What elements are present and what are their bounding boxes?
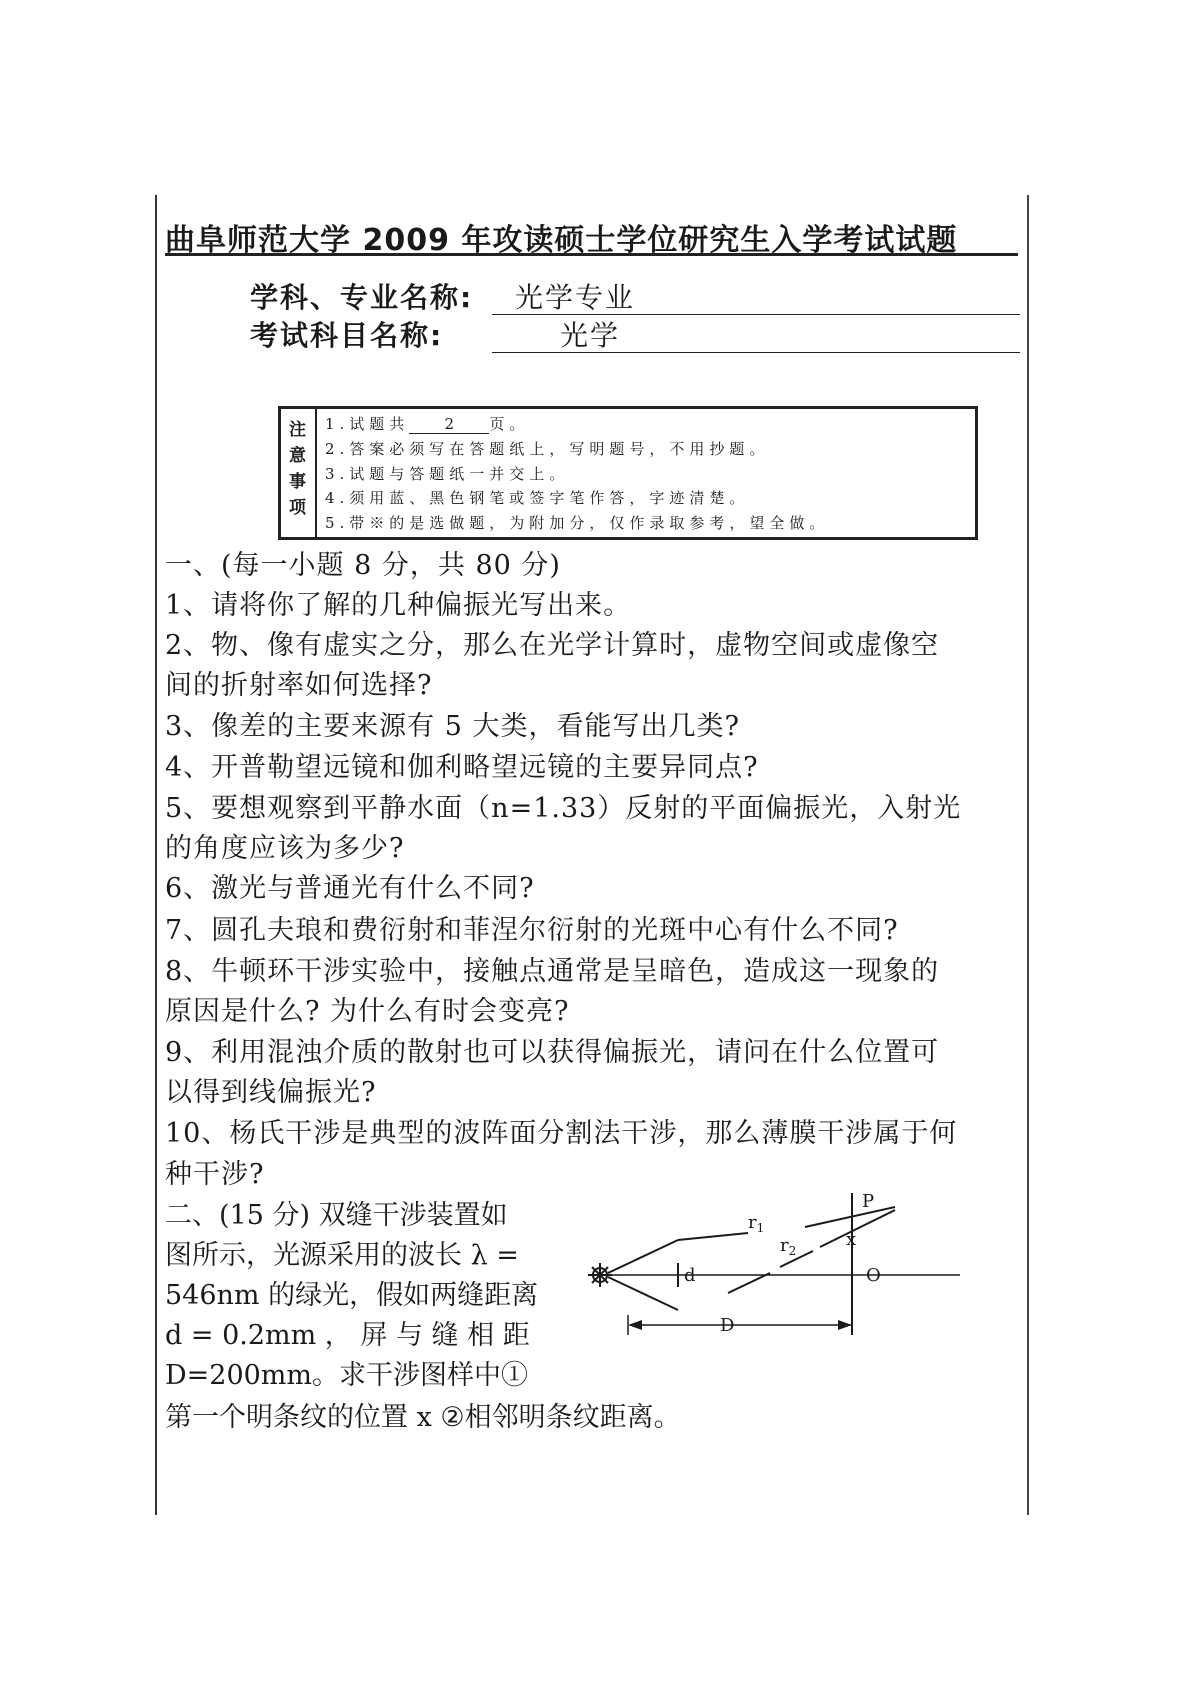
question-line: 4、开普勒望远镜和伽利略望远镜的主要异同点? [165,752,759,783]
notice-item: 5.带※的是选做题，为附加分，仅作录取参考，望全做。 [325,514,830,532]
notice-heading [281,409,317,537]
subject-underline [492,352,1020,353]
subject-value: 光学 [560,319,621,352]
notice-char: 项 [289,498,306,518]
question-line: 间的折射率如何选择? [165,670,433,701]
notice-item: 3.试题与答题纸一并交上。 [325,465,570,483]
page-title: 曲阜师范大学 2009 年攻读硕士学位研究生入学考试试题 [165,223,958,258]
notice-char: 意 [289,446,306,466]
label-d: d [684,1265,696,1286]
notice-item-suffix: 页。 [489,415,530,433]
notice-item: 4.须用蓝、黑色钢笔或签字笔作答，字迹清楚。 [325,489,750,507]
question-line: 3、像差的主要来源有 5 大类，看能写出几类? [165,711,740,742]
question-line: 8、牛顿环干涉实验中，接触点通常是呈暗色，造成这一现象的 [165,956,940,987]
major-label: 学科、专业名称: [250,281,474,314]
question-line: 9、利用混浊介质的散射也可以获得偏振光，请问在什么位置可 [165,1037,940,1068]
distance-arrow-head-right [838,1320,852,1330]
label-O: O [866,1265,881,1286]
question2-line: d = 0.2mm ， 屏 与 缝 相 距 [165,1320,530,1351]
question2-line: 546nm 的绿光，假如两缝距离 [165,1280,539,1311]
ray-r1-part1 [678,1233,748,1240]
ray-r2-part1 [728,1273,770,1293]
question-line: 以得到线偏振光? [165,1077,377,1108]
label-r1: $r_1$ [748,1212,765,1235]
notice-char: 事 [289,472,306,492]
question-line: 原因是什么? 为什么有时会变亮? [165,996,570,1027]
notice-box [278,406,978,540]
question-line: 5、要想观察到平静水面（n=1.33）反射的平面偏振光，入射光 [165,793,962,824]
source-ray-lower [608,1277,678,1310]
major-value: 光学专业 [515,281,636,314]
question2-line: 第一个明条纹的位置 x ②相邻明条纹距离。 [165,1402,681,1433]
question-line: 2、物、像有虚实之分，那么在光学计算时，虚物空间或虚像空 [165,630,940,661]
notice-char: 注 [289,420,306,440]
page-count: 2 [409,415,489,434]
double-slit-diagram [570,1185,970,1355]
subject-label: 考试科目名称: [250,319,444,352]
subject-row [250,314,1020,358]
notice-item-prefix: 1.试题共 [325,415,410,433]
notice-item: 2.答案必须写在答题纸上，写明题号，不用抄题。 [325,440,770,458]
question-line: 10、杨氏干涉是典型的波阵面分割法干涉，那么薄膜干涉属于何 [165,1118,958,1149]
question-line: 种干涉? [165,1159,265,1190]
question-line: 1、请将你了解的几种偏振光写出来。 [165,590,632,621]
question2-line: 图所示，光源采用的波长 λ = [165,1240,519,1271]
label-x: x [846,1229,857,1250]
label-r2: $r_2$ [780,1235,797,1258]
label-D: D [720,1315,735,1336]
question2-line: D=200mm。求干涉图样中① [165,1360,529,1391]
notice-item [325,413,529,434]
title-underline [165,253,1018,256]
section-heading: 一、(每一小题 8 分，共 80 分) [165,550,561,581]
question2-line: 二、(15 分) 双缝干涉装置如 [165,1200,508,1231]
label-P: P [862,1191,875,1212]
question-line: 7、圆孔夫琅和费衍射和菲涅尔衍射的光斑中心有什么不同? [165,915,899,946]
question-line: 6、激光与普通光有什么不同? [165,873,535,904]
source-ray-upper [608,1240,678,1273]
distance-arrow-head-left [628,1320,642,1330]
question-line: 的角度应该为多少? [165,833,405,864]
